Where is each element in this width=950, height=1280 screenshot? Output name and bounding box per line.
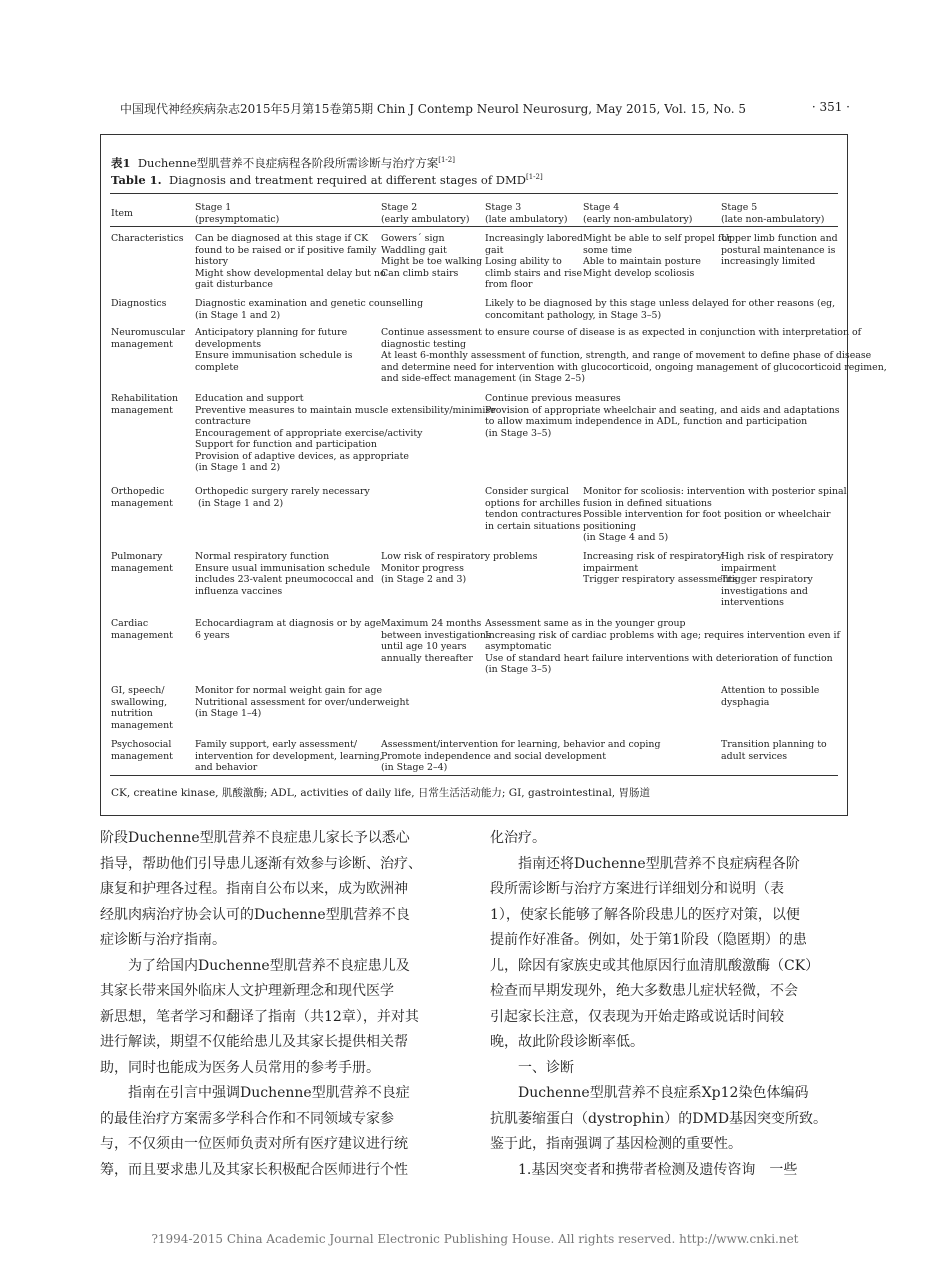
row-characteristics-s4: Might be able to self propel for some time Able to maintain posture Might develop scoliosis bbox=[583, 233, 732, 279]
table-header-rule bbox=[110, 226, 838, 227]
row-cardiac-s1: Echocardiagram at diagnosis or by age 6 years bbox=[195, 618, 382, 641]
row-diagnostics-s35: Likely to be diagnosed by this stage unless delayed for other reasons (eg, concomitant pathology, in Stage 3–5) bbox=[485, 298, 836, 321]
row-diagnostics-label: Diagnostics bbox=[111, 298, 167, 309]
body-line: 化治疗。 bbox=[490, 830, 546, 846]
journal-citation: 中国现代神经疾病杂志2015年5月第15卷第5期 Chin J Contemp Neurol Neurosurg, May 2015, Vol. 15, No. 5 bbox=[120, 102, 747, 116]
row-psychosocial-s1: Family support, early assessment/ intervention for development, learning, and behavior bbox=[195, 739, 383, 773]
body-line: 其家长带来国外临床人文护理新理念和现代医学 bbox=[100, 983, 394, 999]
body-line: 进行解读，期望不仅能给患儿及其家长提供相关帮 bbox=[100, 1034, 408, 1050]
header-stage-1: Stage 1 (presymptomatic) bbox=[195, 202, 280, 225]
caption-cn-ref: [1-2] bbox=[438, 156, 455, 165]
body-line: Duchenne型肌营养不良症系Xp12染色体编码 bbox=[518, 1085, 809, 1101]
row-pulmonary-label: Pulmonary management bbox=[111, 551, 173, 574]
row-rehabilitation-label: Rehabilitation management bbox=[111, 393, 179, 416]
body-line: 1.基因突变者和携带者检测及遗传咨询 一些 bbox=[518, 1161, 798, 1178]
body-line: 的最佳治疗方案需多学科合作和不同领域专家参 bbox=[100, 1110, 394, 1127]
table-caption-en bbox=[111, 173, 543, 187]
body-column-left bbox=[100, 826, 462, 1183]
row-neuromuscular-label: Neuromuscular management bbox=[111, 327, 186, 350]
table-footnote: CK, creatine kinase, 肌酸激酶; ADL, activities of daily life, 日常生活活动能力; GI, gastrointestinal, 胃肠道 bbox=[111, 787, 650, 799]
row-characteristics-s1: Can be diagnosed at this stage if CK found to be raised or if positive family history Might show developmental delay but no gait disturbance bbox=[195, 233, 386, 290]
body-line: 助，同时也能成为医务人员常用的参考手册。 bbox=[100, 1059, 380, 1076]
row-orthopedic-s45: Monitor for scoliosis: intervention with posterior spinal fusion in defined situations Possible intervention for foot position or wheelchair positioning (in Stage 4 and 5) bbox=[583, 486, 847, 543]
body-line: 段所需诊断与治疗方案进行详细划分和说明（表 bbox=[490, 881, 784, 897]
body-line: 1），使家长能够了解各阶段患儿的医疗对策，以便 bbox=[490, 906, 800, 923]
row-cardiac-s2: Maximum 24 months between investigations until age 10 years annually thereafter bbox=[381, 618, 491, 664]
body-line: 为了给国内Duchenne型肌营养不良症患儿及 bbox=[128, 957, 410, 974]
section-heading: 一、诊断 bbox=[518, 1059, 574, 1076]
header-stage-5: Stage 5 (late non-ambulatory) bbox=[721, 202, 825, 225]
row-gi-s5: Attention to possible dysphagia bbox=[721, 685, 820, 708]
body-line: 指导，帮助他们引导患儿逐渐有效参与诊断、治疗、 bbox=[100, 855, 422, 872]
body-line: 经肌肉病治疗协会认可的Duchenne型肌营养不良 bbox=[100, 906, 410, 923]
body-line: 指南还将Duchenne型肌营养不良症病程各阶 bbox=[518, 855, 800, 872]
row-cardiac-label: Cardiac management bbox=[111, 618, 173, 641]
caption-en-ref: [1-2] bbox=[526, 173, 543, 182]
body-column-right bbox=[490, 826, 850, 1183]
row-psychosocial-s5: Transition planning to adult services bbox=[721, 739, 827, 762]
body-line: 儿，除因有家族史或其他原因行血清肌酸激酶（CK） bbox=[490, 957, 820, 974]
header-stage-2: Stage 2 (early ambulatory) bbox=[381, 202, 470, 225]
row-neuromuscular-s25: Continue assessment to ensure course of disease is as expected in conjunction with interpretation of diagnostic testing At least 6-monthly assessment of function, strength, and range of movement to define phase of disease and determine need for intervention with glucocorticoid, ongoing management of glucocorticoid regimen, and side-effect management (in Stage 2–5) bbox=[381, 327, 887, 384]
copyright-notice: ?1994-2015 China Academic Journal Electronic Publishing House. All rights reserved. http://www.cnki.net bbox=[151, 1232, 799, 1246]
header-stage-3: Stage 3 (late ambulatory) bbox=[485, 202, 568, 225]
row-pulmonary-s23: Low risk of respiratory problems Monitor progress (in Stage 2 and 3) bbox=[381, 551, 538, 585]
caption-en-label: Table 1. bbox=[111, 173, 162, 187]
row-pulmonary-s4: Increasing risk of respiratory impairment Trigger respiratory assessments bbox=[583, 551, 738, 585]
row-orthopedic-label: Orthopedic management bbox=[111, 486, 173, 509]
body-line: 引起家长注意，仅表现为开始走路或说话时间较 bbox=[490, 1008, 784, 1025]
table-bottom-rule bbox=[110, 775, 838, 776]
body-line: 提前作好准备。例如，处于第1阶段（隐匿期）的患 bbox=[490, 932, 807, 948]
body-line: 康复和护理各过程。指南自公布以来，成为欧洲神 bbox=[100, 881, 408, 897]
row-diagnostics-s12: Diagnostic examination and genetic counselling (in Stage 1 and 2) bbox=[195, 298, 424, 321]
header-item: Item bbox=[111, 208, 133, 219]
row-rehabilitation-s35: Continue previous measures Provision of appropriate wheelchair and seating, and aids and adaptations to allow maximum independence in ADL, function and participation (in Stage 3–5) bbox=[485, 393, 840, 439]
body-line: 新思想，笔者学习和翻译了指南（共12章），并对其 bbox=[100, 1008, 419, 1025]
row-rehabilitation-s12: Education and support Preventive measures to maintain muscle extensibility/minimise contracture Encouragement of appropriate exercise/activity Support for function and participation Provision of adaptive devices, as appropriate (in Stage 1 and 2) bbox=[195, 393, 496, 473]
row-characteristics-s2: Gowers´ sign Waddling gait Might be toe walking Can climb stairs bbox=[381, 233, 483, 279]
body-line: 指南在引言中强调Duchenne型肌营养不良症 bbox=[128, 1085, 410, 1101]
table-top-rule bbox=[110, 193, 838, 194]
body-line: 阶段Duchenne型肌营养不良症患儿家长予以悉心 bbox=[100, 830, 410, 846]
body-line: 晚，故此阶段诊断率低。 bbox=[490, 1034, 644, 1050]
caption-cn-text: Duchenne型肌营养不良症病程各阶段所需诊断与治疗方案 bbox=[137, 156, 439, 170]
row-pulmonary-s1: Normal respiratory function Ensure usual immunisation schedule includes 23-valent pneumococcal and influenza vaccines bbox=[195, 551, 374, 597]
body-line: 检查而早期发现外，绝大多数患儿症状轻微，不会 bbox=[490, 983, 798, 999]
row-pulmonary-s5: High risk of respiratory impairment Trigger respiratory investigations and interventions bbox=[721, 551, 834, 608]
row-gi-label: GI, speech/ swallowing, nutrition management bbox=[111, 685, 173, 731]
row-characteristics-label: Characteristics bbox=[111, 233, 184, 244]
row-characteristics-s3: Increasingly labored gait Losing ability to climb stairs and rise from floor bbox=[485, 233, 583, 290]
page-number: · 351 · bbox=[811, 100, 850, 114]
row-neuromuscular-s1: Anticipatory planning for future developments Ensure immunisation schedule is complete bbox=[195, 327, 353, 373]
row-orthopedic-s12: Orthopedic surgery rarely necessary (in Stage 1 and 2) bbox=[195, 486, 370, 509]
body-line: 症诊断与治疗指南。 bbox=[100, 932, 226, 948]
header-stage-4: Stage 4 (early non-ambulatory) bbox=[583, 202, 693, 225]
row-psychosocial-s24: Assessment/intervention for learning, behavior and coping Promote independence and social development (in Stage 2–4) bbox=[381, 739, 661, 773]
body-line: 筹，而且要求患儿及其家长积极配合医师进行个性 bbox=[100, 1161, 408, 1178]
body-line: 鉴于此，指南强调了基因检测的重要性。 bbox=[490, 1136, 742, 1152]
body-line: 抗肌萎缩蛋白（dystrophin）的DMD基因突变所致。 bbox=[490, 1110, 828, 1127]
row-cardiac-s35: Assessment same as in the younger group Increasing risk of cardiac problems with age; requires intervention even if asymptomatic Use of standard heart failure interventions with deterioration of function (in Stage 3–5) bbox=[485, 618, 840, 675]
table-box bbox=[100, 134, 887, 816]
table-caption-cn bbox=[111, 155, 455, 171]
caption-en-text: Diagnosis and treatment required at different stages of DMD bbox=[168, 173, 526, 187]
caption-cn-label: 表1 bbox=[111, 156, 131, 170]
row-orthopedic-s3: Consider surgical options for archilles tendon contractures in certain situations bbox=[485, 486, 582, 532]
body-line: 与，不仅须由一位医师负责对所有医疗建议进行统 bbox=[100, 1136, 408, 1152]
row-psychosocial-label: Psychosocial management bbox=[111, 739, 173, 762]
row-gi-s14: Monitor for normal weight gain for age Nutritional assessment for over/underweight (in Stage 1–4) bbox=[195, 685, 410, 719]
row-characteristics-s5: Upper limb function and postural maintenance is increasingly limited bbox=[721, 233, 838, 267]
